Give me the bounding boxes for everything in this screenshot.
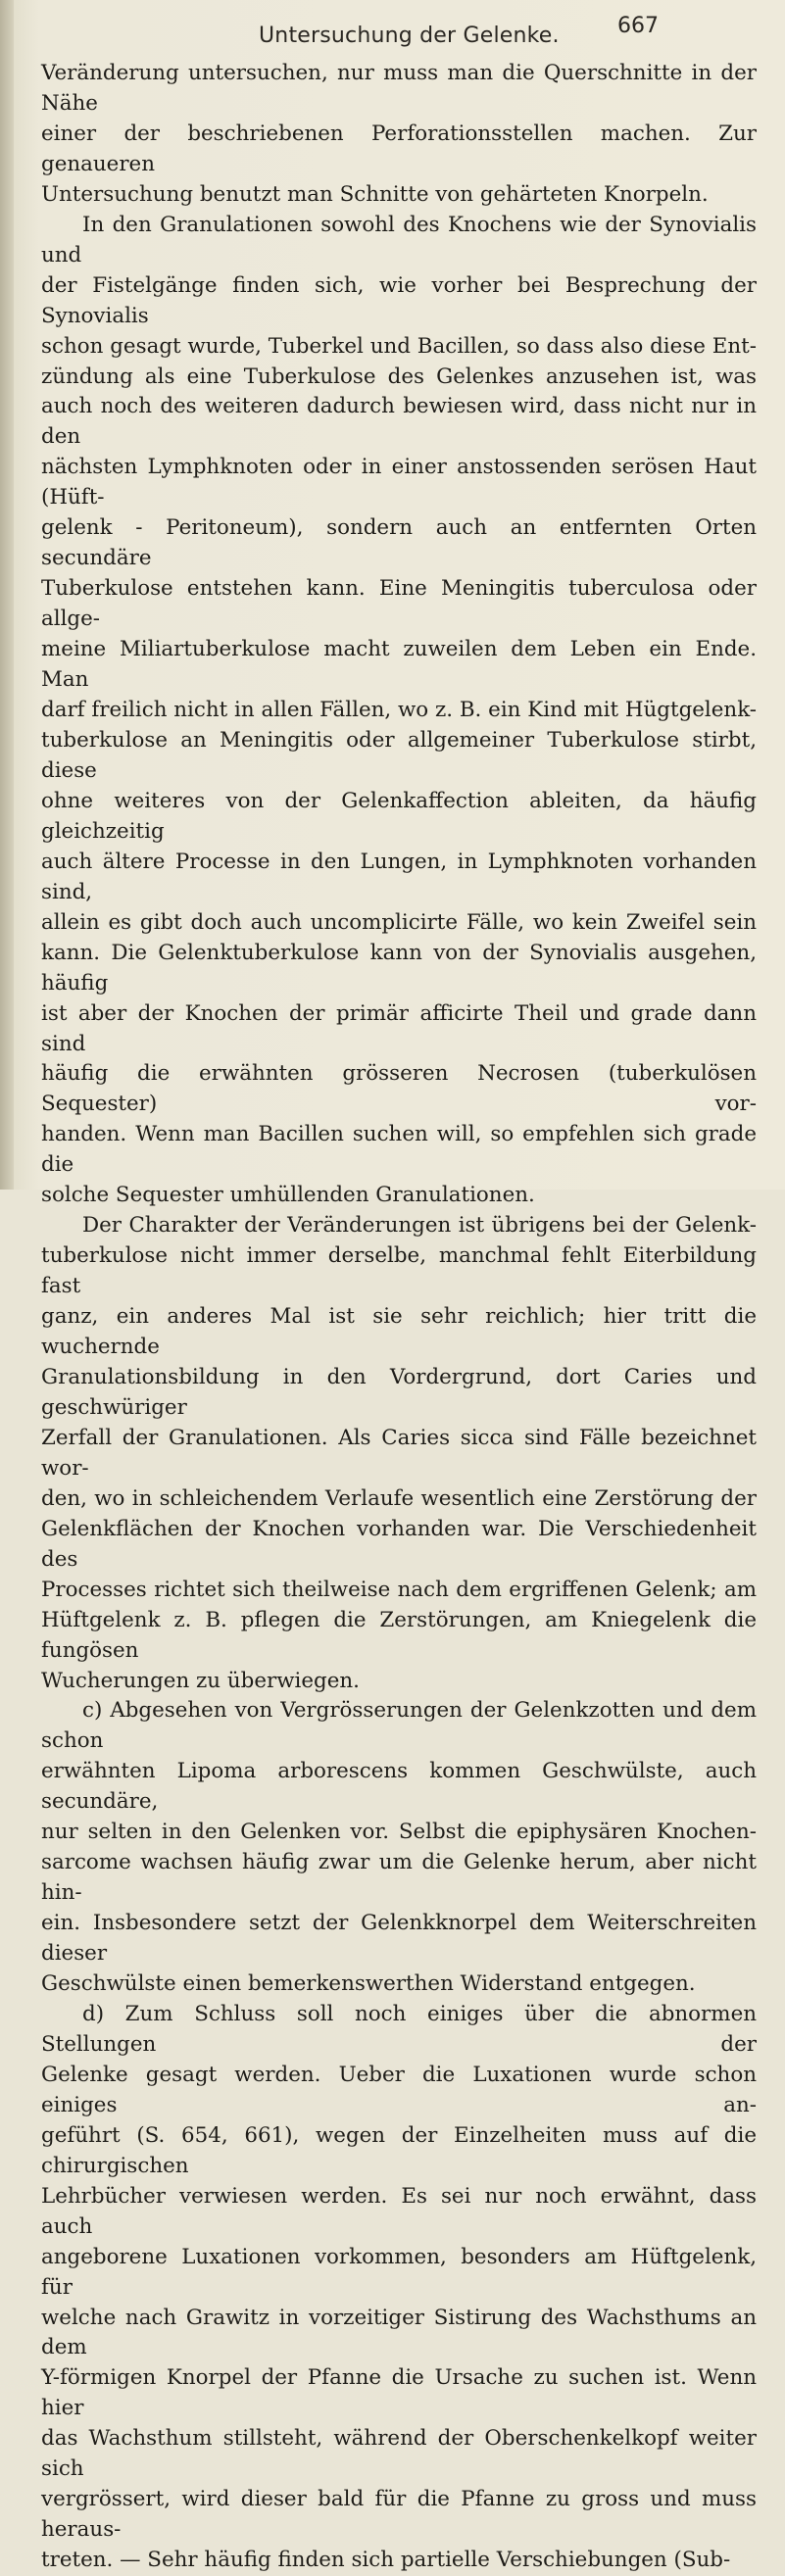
text-line: Gelenkflächen der Knochen vorhanden war. Die Verschiedenheit des <box>41 1516 757 1572</box>
text-line: allein es gibt doch auch uncomplicirte Fälle, wo kein Zweifel sein <box>41 909 757 935</box>
text-line: ganz, ein anderes Mal ist sie sehr reichlich; hier tritt die wuchernde <box>41 1304 757 1360</box>
text-line: geführt (S. 654, 661), wegen der Einzelheiten muss auf die chirurgischen <box>41 2122 757 2178</box>
text-line: tuberkulose nicht immer derselbe, manchmal fehlt Eiterbildung fast <box>41 1243 757 1299</box>
text-line: Der Charakter der Veränderungen ist übrigens bei der Gelenk- <box>82 1213 757 1239</box>
text-line: Wucherungen zu überwiegen. <box>41 1668 360 1693</box>
text-line: einer der beschriebenen Perforationsstellen machen. Zur genaueren <box>41 121 757 176</box>
text-line: nächsten Lymphknoten oder in einer anstossenden serösen Haut (Hüft- <box>41 455 757 510</box>
text-line: meine Miliartuberkulose macht zuweilen dem Leben ein Ende. Man <box>41 637 757 693</box>
text-line: ohne weiteres von der Gelenkaffection ableiten, da häufig gleichzeitig <box>41 788 757 844</box>
text-line: angeborene Luxationen vorkommen, besonders am Hüftgelenk, für <box>41 2244 757 2300</box>
text-line: Untersuchung benutzt man Schnitte von gehärteten Knorpeln. <box>41 181 709 207</box>
page-header <box>0 12 785 51</box>
text-line: c) Abgesehen von Vergrösserungen der Gelenkzotten und dem schon <box>41 1698 757 1754</box>
text-line: d) Zum Schluss soll noch einiges über die abnormen Stellungen der <box>41 2002 757 2057</box>
page-gutter <box>0 0 14 1190</box>
text-line: nur selten in den Gelenken vor. Selbst die epiphysären Knochen- <box>41 1820 757 1845</box>
text-line: Tuberkulose entstehen kann. Eine Meningitis tuberculosa oder allge- <box>41 576 757 632</box>
text-line: auch ältere Processe in den Lungen, in Lymphknoten vorhanden sind, <box>41 849 757 904</box>
text-line: ein. Insbesondere setzt der Gelenkknorpel dem Weiterschreiten dieser <box>41 1911 757 1967</box>
text-line: Granulationsbildung in den Vordergrund, dort Caries und geschwüriger <box>41 1364 757 1420</box>
text-line: Processes richtet sich theilweise nach dem ergriffenen Gelenk; am <box>41 1577 757 1602</box>
text-line: den, wo in schleichendem Verlaufe wesentlich eine Zerstörung der <box>41 1485 757 1511</box>
text-line: Hüftgelenk z. B. pflegen die Zerstörungen, am Kniegelenk die fungösen <box>41 1607 757 1663</box>
text-line: zündung als eine Tuberkulose des Gelenkes anzusehen ist, was <box>41 364 757 389</box>
text-line: auch noch des weiteren dadurch bewiesen wird, dass nicht nur in den <box>41 394 757 450</box>
running-title: Untersuchung der Gelenke. <box>259 24 560 48</box>
text-line: vergrössert, wird dieser bald für die Pfanne zu gross und muss heraus- <box>41 2487 757 2543</box>
text-line: solche Sequester umhüllenden Granulationen. <box>41 1183 535 1208</box>
text-line: treten. — Sehr häufig finden sich partielle Verschiebungen (Sub- <box>41 2548 731 2573</box>
text-line: sarcome wachsen häufig zwar um die Gelenke herum, aber nicht hin- <box>41 1850 757 1906</box>
text-line: In den Granulationen sowohl des Knochens wie der Synovialis und <box>41 212 757 267</box>
text-line: tuberkulose an Meningitis oder allgemeiner Tuberkulose stirbt, diese <box>41 727 757 783</box>
text-line: schon gesagt wurde, Tuberkel und Bacillen, so dass also diese Ent- <box>41 333 757 359</box>
text-line: gelenk - Peritoneum), sondern auch an entfernten Orten secundäre <box>41 515 757 571</box>
text-line: Lehrbücher verwiesen werden. Es sei nur noch erwähnt, dass auch <box>41 2183 757 2239</box>
text-line: Zerfall der Granulationen. Als Caries sicca sind Fälle bezeichnet wor- <box>41 1425 757 1481</box>
text-line: ist aber der Knochen der primär afficirte Theil und grade dann sind <box>41 1000 757 1056</box>
text-line: handen. Wenn man Bacillen suchen will, so empfehlen sich grade die <box>41 1122 757 1178</box>
text-line: Geschwülste einen bemerkenswerthen Widerstand entgegen. <box>41 1971 696 1997</box>
text-line: Y-förmigen Knorpel der Pfanne die Ursache zu suchen ist. Wenn hier <box>41 2365 757 2421</box>
text-line: Gelenke gesagt werden. Ueber die Luxationen wurde schon einiges an- <box>41 2062 757 2117</box>
text-line: kann. Die Gelenktuberkulose kann von der Synovialis ausgehen, häufig <box>41 940 757 996</box>
text-line: darf freilich nicht in allen Fällen, wo z. B. ein Kind mit Hügtgelenk- <box>41 698 758 723</box>
text-line: welche nach Grawitz in vorzeitiger Sistirung des Wachsthums an dem <box>41 2305 757 2360</box>
text-line: der Fistelgänge finden sich, wie vorher bei Besprechung der Synovialis <box>41 272 757 328</box>
text-line: erwähnten Lipoma arborescens kommen Geschwülste, auch secundäre, <box>41 1759 757 1815</box>
page-number: 667 <box>617 14 659 38</box>
text-line: Veränderung untersuchen, nur muss man die Querschnitte in der Nähe <box>41 61 757 116</box>
text-line: häufig die erwähnten grösseren Necrosen (tuberkulösen Sequester) vor- <box>41 1061 757 1117</box>
text-line: das Wachsthum stillsteht, während der Oberschenkelkopf weiter sich <box>41 2426 757 2482</box>
body-text <box>41 59 757 2576</box>
